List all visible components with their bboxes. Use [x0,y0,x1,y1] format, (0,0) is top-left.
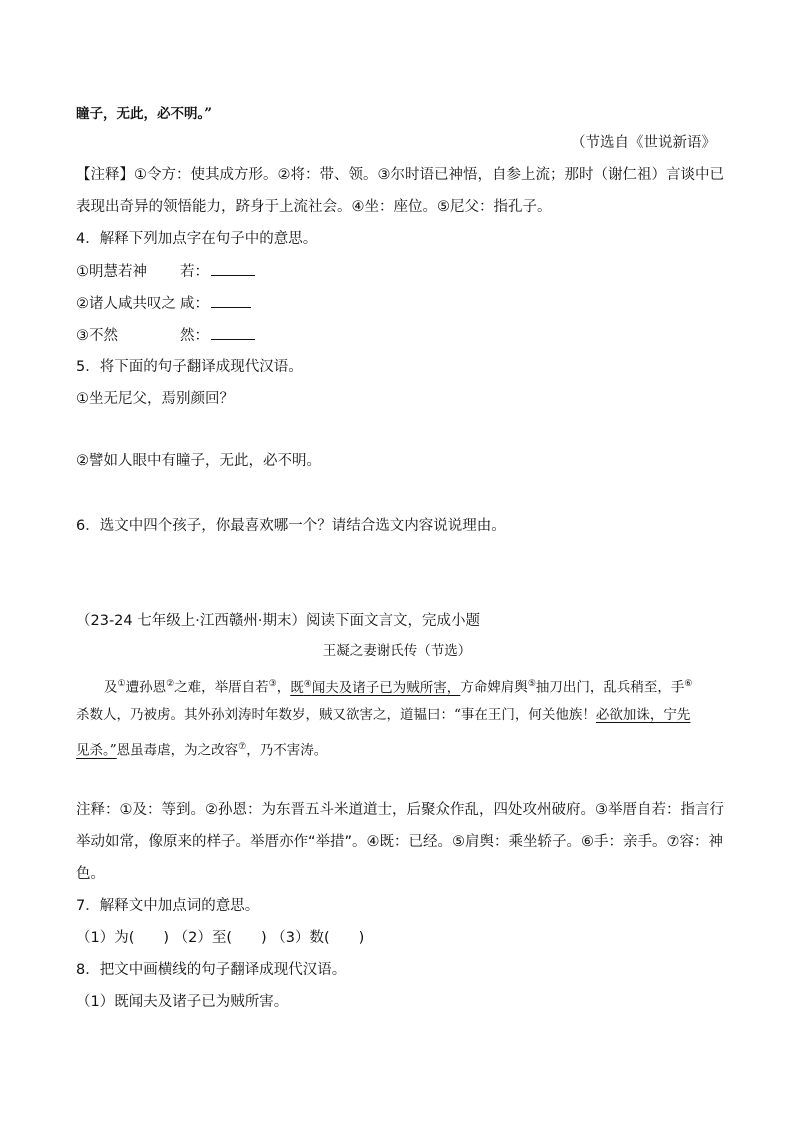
question-4-item-2 [76,293,251,314]
passage2-notes-line3: 色。 [76,866,105,882]
q4-item2-answer-blank[interactable] [211,293,251,308]
question-8-item-1: （1）既闻夫及诸子已为贼所害。 [76,994,289,1010]
q4-item1-answer-blank[interactable] [211,261,255,276]
note-marker-2: ② [166,679,175,689]
q4-item3-phrase: ③不然 [76,328,118,344]
question-4-item-3 [76,325,255,346]
passage2-heading: （23-24 七年级上·江西赣州·期末）阅读下面文言文，完成小题 [76,613,480,629]
passage1-notes-line2: 表现出奇异的领悟能力，跻身于上流社会。④坐：座位。⑤尼父：指孔子。 [76,199,552,215]
question-4-text: 4．解释下列加点字在句子中的意思。 [76,231,318,247]
note-marker-1: ① [117,679,126,689]
note-marker-3: ③ [268,679,277,689]
q4-item1-phrase: ①明慧若神 [76,264,147,280]
question-5-item-1: ①坐无尼父，焉别颜回？ [76,391,234,407]
q4-item2-char: 咸： [180,296,209,312]
question-5-item-2: ②譬如人眼中有瞳子，无此，必不明。 [76,453,321,469]
passage1-notes-line1: 【注释】①令方：使其成方形。②将：带、领。③尔时语已神悟，自参上流；那时（谢仁祖）言谈中已 [76,167,724,183]
q4-item3-char: 然： [180,328,209,344]
note-marker-5: ⑤ [527,679,536,689]
question-7-items[interactable]: （1）为( ) （2）至( ) （3）数( ) [76,930,365,946]
question-5-title: 5．将下面的句子翻译成现代汉语。 [76,359,303,375]
passage2-title: 王凝之妻谢氏传（节选） [322,643,472,659]
question-6-title: 6．选文中四个孩子，你最喜欢哪一个？请结合选文内容说说理由。 [76,518,506,534]
passage2-notes-line2: 举动如常，像原来的样子。举厝亦作“举措”。④既：已经。⑤肩舆：乘坐轿子。⑥手：亲手。⑦容：神 [76,834,724,850]
passage1-tail-line: 瞳子，无此，必不明。” [76,106,213,122]
passage1-source: （节选自《世说新语》 [571,135,716,151]
q4-item2-phrase: ②诸人咸共叹之 [76,296,176,312]
passage2-notes-line1: 注释：①及：等到。②孙恩：为东晋五斗米道道士，后聚众作乱，四处攻州破府。③举厝自若：指言行 [76,802,724,818]
passage2-line-1: 及①遭孙恩②之难，举厝自若③，既④闻夫及诸子已为贼所害，方命婢肩舆⑤抽刀出门，乱兵稍至，手⑥ [104,679,693,696]
underlined-sentence-1: 既④闻夫及诸子已为贼所害， [290,679,461,696]
passage2-line-2: 杀数人，乃被虏。其外孙刘涛时年数岁，贼又欲害之，道韫曰：“事在王门，何关他族！必欲加诛，宁先 [76,707,691,723]
question-4-item-1 [76,261,255,282]
underlined-sentence-2a: 必欲加诛，宁先 [595,707,691,723]
question-8-title: 8．把文中画横线的句子翻译成现代汉语。 [76,962,347,978]
note-marker-6: ⑥ [684,679,693,689]
q4-item1-char: 若： [180,264,209,280]
note-marker-7: ⑦ [238,742,247,752]
passage2-line-3: 见杀。”恩虽毒虐，为之改容⑦，乃不害涛。 [76,742,328,759]
question-7-title: 7．解释文中加点词的意思。 [76,898,260,914]
underlined-sentence-2b: 见杀。” [76,742,117,759]
question-4-title [76,229,317,249]
note-marker-4: ④ [303,679,312,689]
q4-item3-answer-blank[interactable] [211,325,255,340]
